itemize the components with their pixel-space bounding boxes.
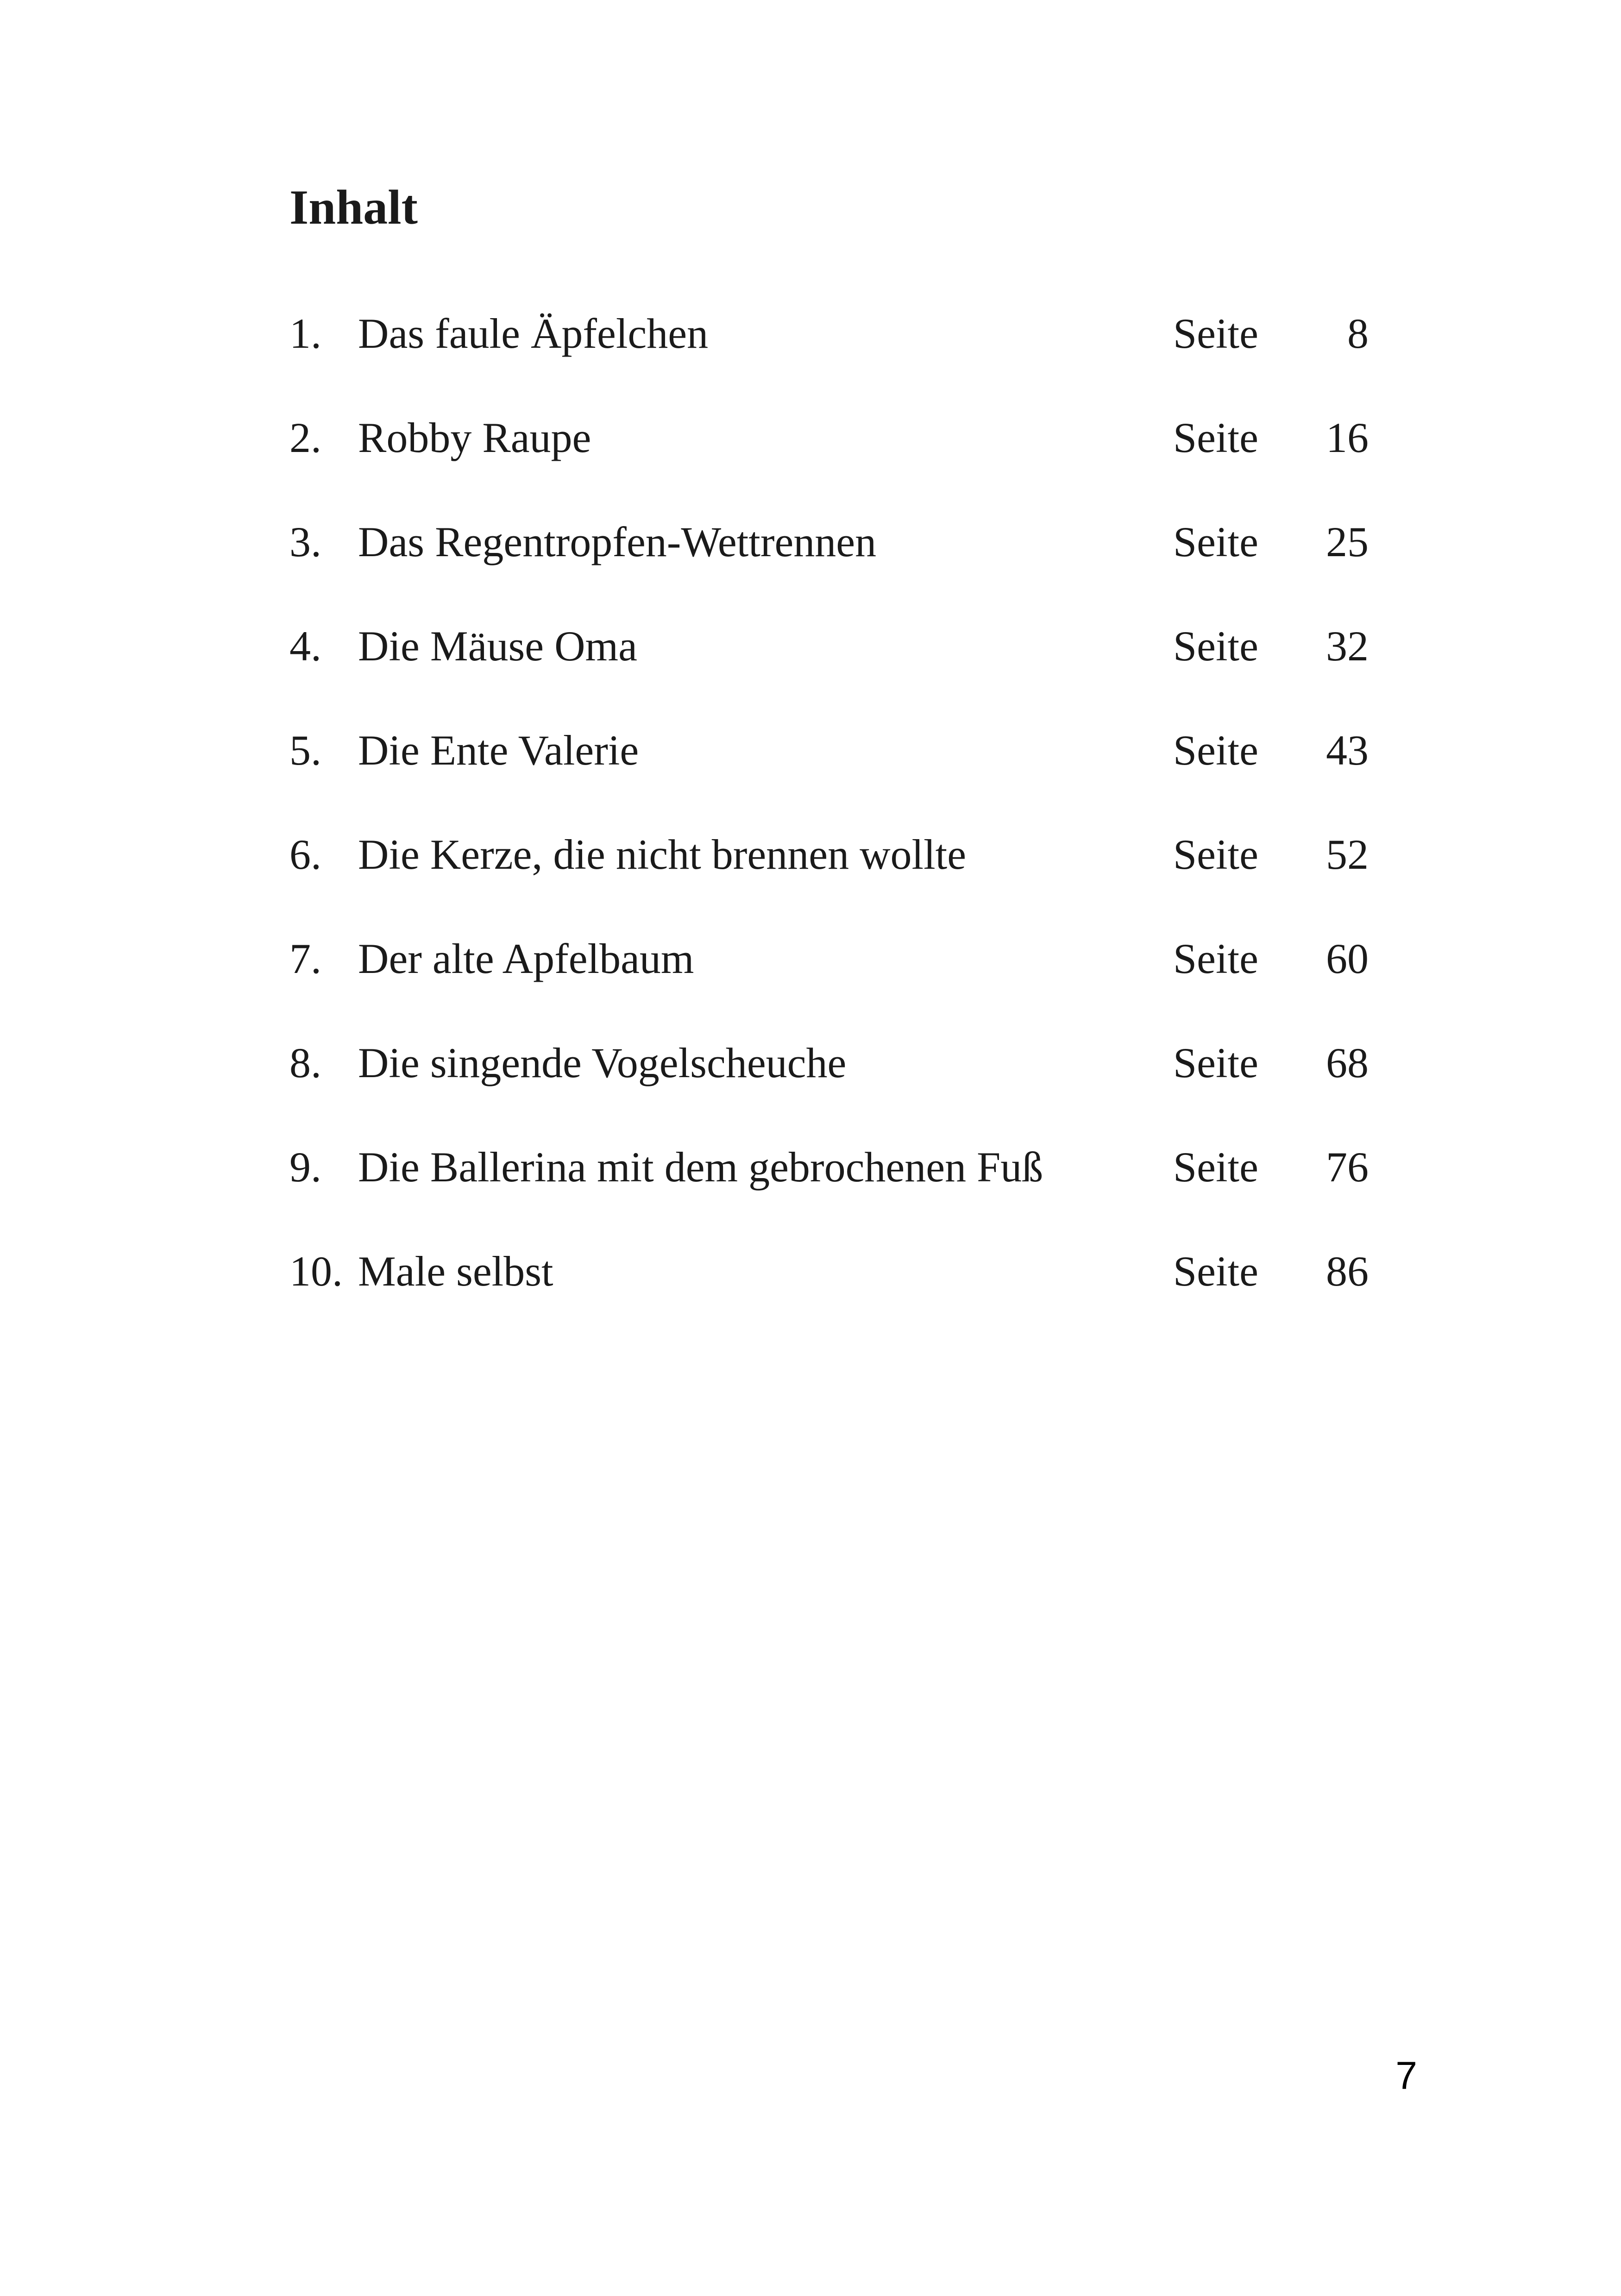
toc-entry-page: 25: [1326, 518, 1369, 565]
toc-page-label: Seite: [1173, 622, 1258, 670]
toc-entry-number: 6.: [289, 831, 321, 878]
toc-entry: [289, 614, 1369, 718]
toc-page-label: Seite: [1173, 518, 1258, 565]
toc-entry-page: 8: [1347, 310, 1369, 357]
toc-entry-title: Das faule Äpfelchen: [358, 310, 709, 357]
table-of-contents: [289, 301, 1369, 1343]
toc-entry-number: 10.: [289, 1248, 343, 1295]
toc-entry-title: Der alte Apfelbaum: [358, 935, 694, 982]
toc-entry-page: 16: [1326, 414, 1369, 461]
toc-entry: [289, 1135, 1369, 1239]
toc-entry-title: Die Ente Valerie: [358, 727, 639, 774]
toc-entry-title: Robby Raupe: [358, 414, 591, 461]
toc-entry-page: 76: [1326, 1143, 1369, 1191]
toc-entry-page: 43: [1326, 727, 1369, 774]
footer-page-number: 7: [1395, 2054, 1417, 2097]
toc-entry-number: 8.: [289, 1039, 321, 1086]
toc-entry-page: 32: [1326, 622, 1369, 670]
toc-entry-number: 4.: [289, 622, 321, 670]
toc-entry-number: 9.: [289, 1143, 321, 1191]
toc-entry-number: 2.: [289, 414, 321, 461]
toc-entry: [289, 301, 1369, 405]
toc-page-label: Seite: [1173, 727, 1258, 774]
toc-page-label: Seite: [1173, 1039, 1258, 1086]
toc-entry: [289, 926, 1369, 1030]
toc-entry-page: 86: [1326, 1248, 1369, 1295]
toc-page-label: Seite: [1173, 935, 1258, 982]
toc-page-label: Seite: [1173, 1248, 1258, 1295]
toc-page-label: Seite: [1173, 1143, 1258, 1191]
toc-page-label: Seite: [1173, 831, 1258, 878]
toc-page-label: Seite: [1173, 414, 1258, 461]
toc-entry-title: Die Ballerina mit dem gebrochenen Fuß: [358, 1143, 1043, 1191]
toc-entry: [289, 509, 1369, 614]
toc-heading: Inhalt: [289, 180, 418, 234]
toc-entry: [289, 718, 1369, 822]
toc-entry-title: Die Kerze, die nicht brennen wollte: [358, 831, 967, 878]
toc-entry-page: 68: [1326, 1039, 1369, 1086]
toc-page-label: Seite: [1173, 310, 1258, 357]
toc-entry: [289, 1239, 1369, 1343]
toc-entry-number: 5.: [289, 727, 321, 774]
toc-entry-title: Die Mäuse Oma: [358, 622, 637, 670]
toc-entry-page: 60: [1326, 935, 1369, 982]
toc-entry-number: 3.: [289, 518, 321, 565]
toc-entry-title: Male selbst: [358, 1248, 553, 1295]
toc-entry-title: Die singende Vogelscheuche: [358, 1039, 847, 1086]
toc-entry-page: 52: [1326, 831, 1369, 878]
toc-entry-number: 1.: [289, 310, 321, 357]
toc-entry: [289, 1030, 1369, 1135]
toc-entry: [289, 405, 1369, 509]
toc-entry-number: 7.: [289, 935, 321, 982]
toc-entry: [289, 822, 1369, 926]
toc-entry-title: Das Regentropfen-Wettrennen: [358, 518, 877, 565]
